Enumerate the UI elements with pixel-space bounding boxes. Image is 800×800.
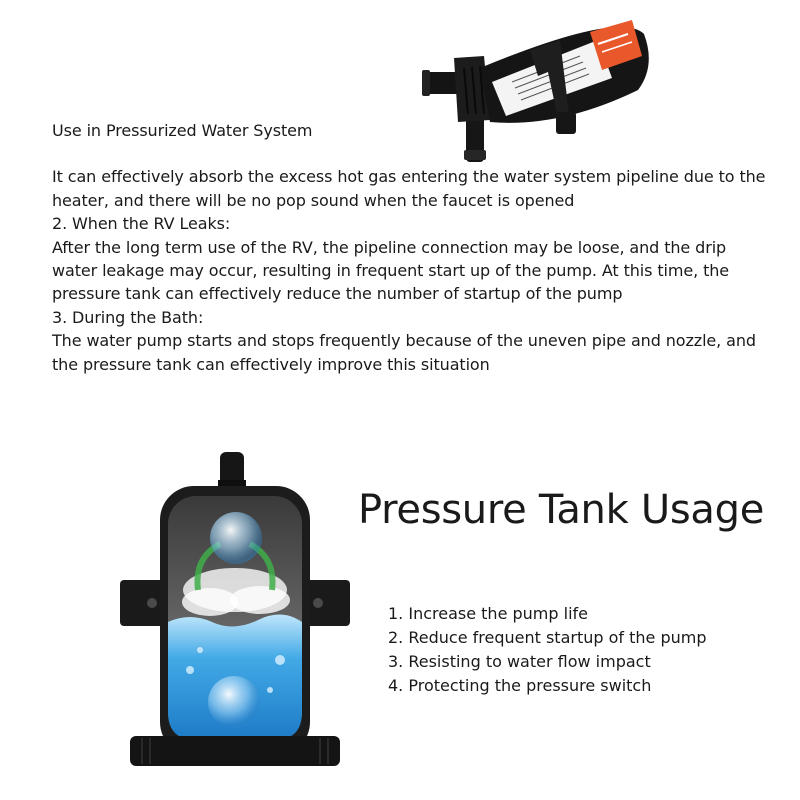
usage-list bbox=[388, 602, 707, 698]
pressure-tank-cutaway-image bbox=[120, 440, 350, 780]
intro-paragraph-2: After the long term use of the RV, the pipeline connection may be loose, and the drip water leakage may occur, resulting in frequent start up of the pump. At this time, the pressure tank can effectively reduce the number of startup of the pump bbox=[52, 237, 730, 304]
intro-text bbox=[52, 119, 772, 376]
usage-item: 2. Reduce frequent startup of the pump bbox=[388, 628, 707, 647]
usage-title: Pressure Tank Usage bbox=[358, 487, 764, 533]
rv-leaks-heading: 2. When the RV Leaks: bbox=[52, 214, 231, 234]
intro-paragraph-1: It can effectively absorb the excess hot gas entering the water system pipeline due to the heater, and there will be no pop sound when the faucet is opened bbox=[52, 167, 766, 210]
usage-item: 4. Protecting the pressure switch bbox=[388, 676, 652, 695]
usage-item: 3. Resisting to water flow impact bbox=[388, 652, 651, 671]
bath-heading: 3. During the Bath: bbox=[52, 307, 204, 327]
intro-heading: Use in Pressurized Water System bbox=[52, 121, 313, 140]
intro-paragraph-3: The water pump starts and stops frequently because of the uneven pipe and nozzle, and the pressure tank can effectively improve this situation bbox=[52, 331, 756, 374]
usage-item: 1. Increase the pump life bbox=[388, 604, 588, 623]
